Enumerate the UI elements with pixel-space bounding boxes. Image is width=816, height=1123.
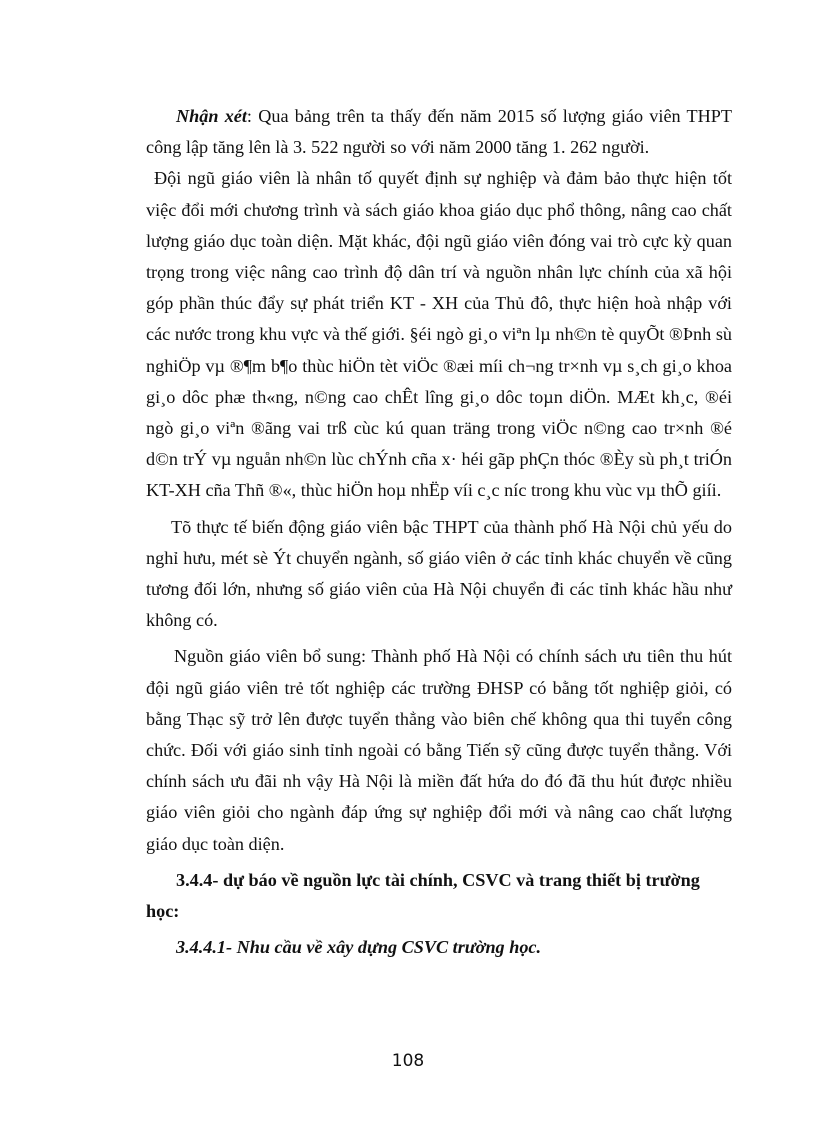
paragraph-remark bbox=[146, 101, 732, 163]
page-content bbox=[146, 101, 732, 963]
section-subheading: 3.4.4.1- Nhu cầu về xây dựng CSVC trường học. bbox=[176, 937, 542, 958]
paragraph-teacher-supply: Nguồn giáo viên bổ sung: Thành phố Hà Nội có chính sách ưu tiên thu hút đội ngũ giáo viên trẻ tốt nghiệp các trường ĐHSP có bằng tốt nghiệp giỏi, có bằng Thạc sỹ trở lên được tuyển thẳng vào biên chế không qua thi tuyển công chức. Đối với giáo sinh tỉnh ngoài có bằng Tiến sỹ cũng được tuyển thẳng. Với chính sách ưu đãi nh vậy Hà Nội là miền đất hứa do đó đã thu hút được nhiều giáo viên giỏi cho ngành đáp ứng sự nghiệp đổi mới và nâng cao chất lượng giáo dục toàn diện. bbox=[146, 646, 732, 854]
page-number: 108 bbox=[391, 1051, 425, 1071]
remark-lead: Nhận xét bbox=[176, 106, 247, 126]
paragraph-teacher-change: Tõ thực tế biến động giáo viên bậc THPT của thành phố Hà Nội chủ yếu do nghỉ hưu, mét sè Ýt chuyển ngành, số giáo viên ở các tỉnh khác chuyển về cũng tương đối lớn, nhưng số giáo viên của Hà Nội chuyển đi các tỉnh khác hầu như không có. bbox=[146, 516, 732, 631]
remark-text: : Qua bảng trên ta thấy đến năm 2015 số lượng giáo viên THPT công lập tăng lên là 3. 522 người so với năm 2000 tăng 1. 262 người. bbox=[146, 106, 732, 158]
section-heading: 3.4.4- dự báo về nguồn lực tài chính, CSVC và trang thiết bị trường học: bbox=[146, 869, 700, 922]
paragraph-teacher-role: Đội ngũ giáo viên là nhân tố quyết định sự nghiệp và đảm bảo thực hiện tốt việc đổi mới chương trình và sách giáo khoa giáo dục phổ thông, nâng cao chất lượng giáo dục toàn diện. Mặt khác, đội ngũ giáo viên đóng vai trò cực kỳ quan trọng trong việc nâng cao trình độ dân trí và nguồn nhân lực chính của xã hội góp phần thúc đẩy sự phát triển KT - XH của Thủ đô, thực hiện hoà nhập với các nước trong khu vực và thế giới. §éi ngò gi¸o viªn lµ nh©n tè quyÕt ®Þnh sù nghiÖp vµ ®¶m b¶o thùc hiÖn tèt viÖc ®æi míi ch¬ng tr×nh vµ s¸ch gi¸o khoa gi¸o dôc phæ th«ng, n©ng cao chÊt lîng gi¸o dôc toµn diÖn. MÆt kh¸c, ®éi ngò gi¸o viªn ®ãng vai trß cùc kú quan träng trong viÖc n©ng cao tr×nh ®é d©n trÝ vµ nguån nh©n lùc chÝnh cña x· héi gãp phÇn thóc ®Èy sù ph¸t triÓn KT-XH cña Thñ ®«, thùc hiÖn hoµ nhËp víi c¸c níc trong khu vùc vµ thÕ giíi. bbox=[146, 168, 732, 501]
